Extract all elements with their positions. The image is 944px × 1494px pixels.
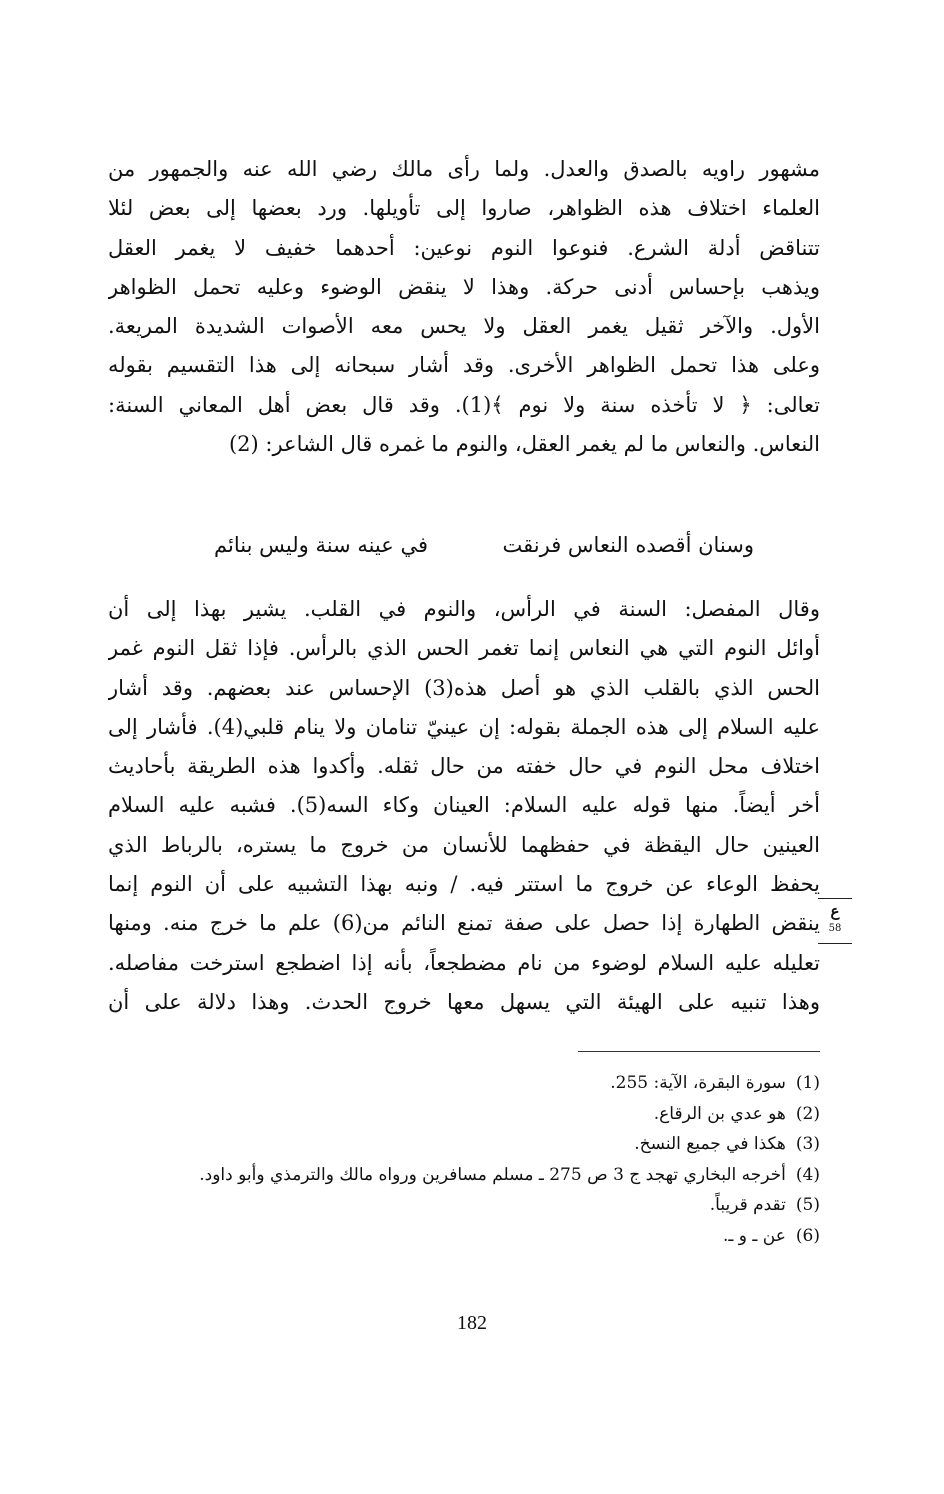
paragraph-2 — [108, 590, 820, 1022]
footnote-text: سورة البقرة، الآية: 255. — [610, 1073, 786, 1093]
footnote — [90, 1190, 820, 1221]
paragraph-1 — [108, 150, 820, 464]
footnote-number: (2) — [795, 1103, 820, 1124]
text-line: تتناقض أدلة الشرع. فنوعوا النوم نوعين: أحدهما خفيف لا يغمر العقل — [108, 235, 820, 260]
text-line: النعاس. والنعاس ما لم يغمر العقل، والنوم ما غمره قال الشاعر: (2) — [228, 432, 820, 457]
text-line: عليه السلام إلى هذه الجملة بقوله: إن عينيّ تنامان ولا ينام قلبي(4). فأشار إلى — [108, 714, 820, 739]
text-line: الأول. والآخر ثقيل يغمر العقل ولا يحس معه الأصوات الشديدة المريعة. — [108, 314, 820, 339]
text-line: مشهور راويه بالصدق والعدل. ولما رأى مالك رضي الله عنه والجمهور من — [108, 157, 820, 181]
footnote-number: (1) — [795, 1073, 820, 1093]
text-line: يحفظ الوعاء عن خروج ما استتر فيه. / ونبه بهذا التشبيه على أن النوم إنما — [108, 872, 820, 897]
footnote-number: (3) — [795, 1134, 820, 1154]
page-number: 182 — [457, 1312, 487, 1334]
text-line: وهذا تنبيه على الهيئة التي يسهل معها خروج الحدث. وهذا دلالة على أن — [108, 989, 820, 1014]
text-line: تعالى: ﴿ لا تأخذه سنة ولا نوم ﴾(1). وقد قال بعض أهل المعاني السنة: — [108, 392, 820, 417]
text-line: أخر أيضاً. منها قوله عليه السلام: العينان وكاء السه(5). فشبه عليه السلام — [108, 793, 820, 818]
text-line: ينقض الطهارة إذا حصل على صفة تمنع النائم من(6) علم ما خرج منه. ومنها — [108, 911, 820, 936]
text-line: وقال المفصل: السنة في الرأس، والنوم في القلب. يشير بهذا إلى أن — [108, 597, 820, 621]
text-line: العينين حال اليقظة في حفظهما للأنسان من خروج ما يستره، بالرباط الذي — [108, 832, 820, 857]
manuscript-siglum: ع — [830, 902, 840, 920]
poetry-verse — [108, 528, 820, 562]
footnote — [90, 1129, 820, 1160]
footnote — [90, 1068, 820, 1099]
text-line: الحس الذي بالقلب الذي هو أصل هذه(3) الإحساس عند بعضهم. وقد أشار — [108, 675, 820, 700]
footnote — [90, 1160, 820, 1191]
footnote-text: تقدم قريباً. — [709, 1195, 786, 1215]
footnotes — [90, 1068, 820, 1251]
text-line: تعليله عليه السلام لوضوء من نام مضطجعاً، بأنه إذا اضطجع استرخت مفاصله. — [108, 950, 820, 975]
footnote-separator — [578, 1051, 820, 1052]
footnote-text: عن ـ و ـ. — [723, 1225, 786, 1246]
text-line: وعلى هذا تحمل الظواهر الأخرى. وقد أشار سبحانه إلى هذا التقسيم بقوله — [108, 353, 820, 378]
footnote-text: هو عدي بن الرقاع. — [653, 1103, 786, 1124]
folio-number: 58 — [828, 923, 842, 934]
text-line: العلماء اختلاف هذه الظواهر، صاروا إلى تأويلها. ورد بعضها إلى بعض لئلا — [108, 196, 820, 221]
footnote-number: (4) — [795, 1164, 820, 1185]
manuscript-folio-marker — [818, 898, 852, 944]
footnote — [90, 1099, 820, 1130]
footnote-number: (5) — [795, 1195, 820, 1215]
verse-second-hemistich: في عينه سنة وليس بنائم — [214, 533, 428, 557]
verse-first-hemistich: وسنان أقصده النعاس فرنقت — [502, 533, 754, 557]
footnote — [90, 1221, 820, 1252]
text-line: أوائل النوم التي هي النعاس إنما تغمر الحس الذي بالرأس. فإذا ثقل النوم غمر — [108, 636, 820, 661]
text-line: ويذهب بإحساس أدنى حركة. وهذا لا ينقض الوضوء وعليه تحمل الظواهر — [108, 274, 820, 299]
footnote-text: أخرجه البخاري تهجد ج 3 ص 275 ـ مسلم مسافرين ورواه مالك والترمذي وأبو داود. — [199, 1164, 786, 1185]
footnote-text: هكذا في جميع النسخ. — [634, 1134, 786, 1154]
text-line: اختلاف محل النوم في حال خفته من حال ثقله. وأكدوا هذه الطريقة بأحاديث — [108, 754, 820, 779]
footnote-number: (6) — [795, 1225, 820, 1246]
